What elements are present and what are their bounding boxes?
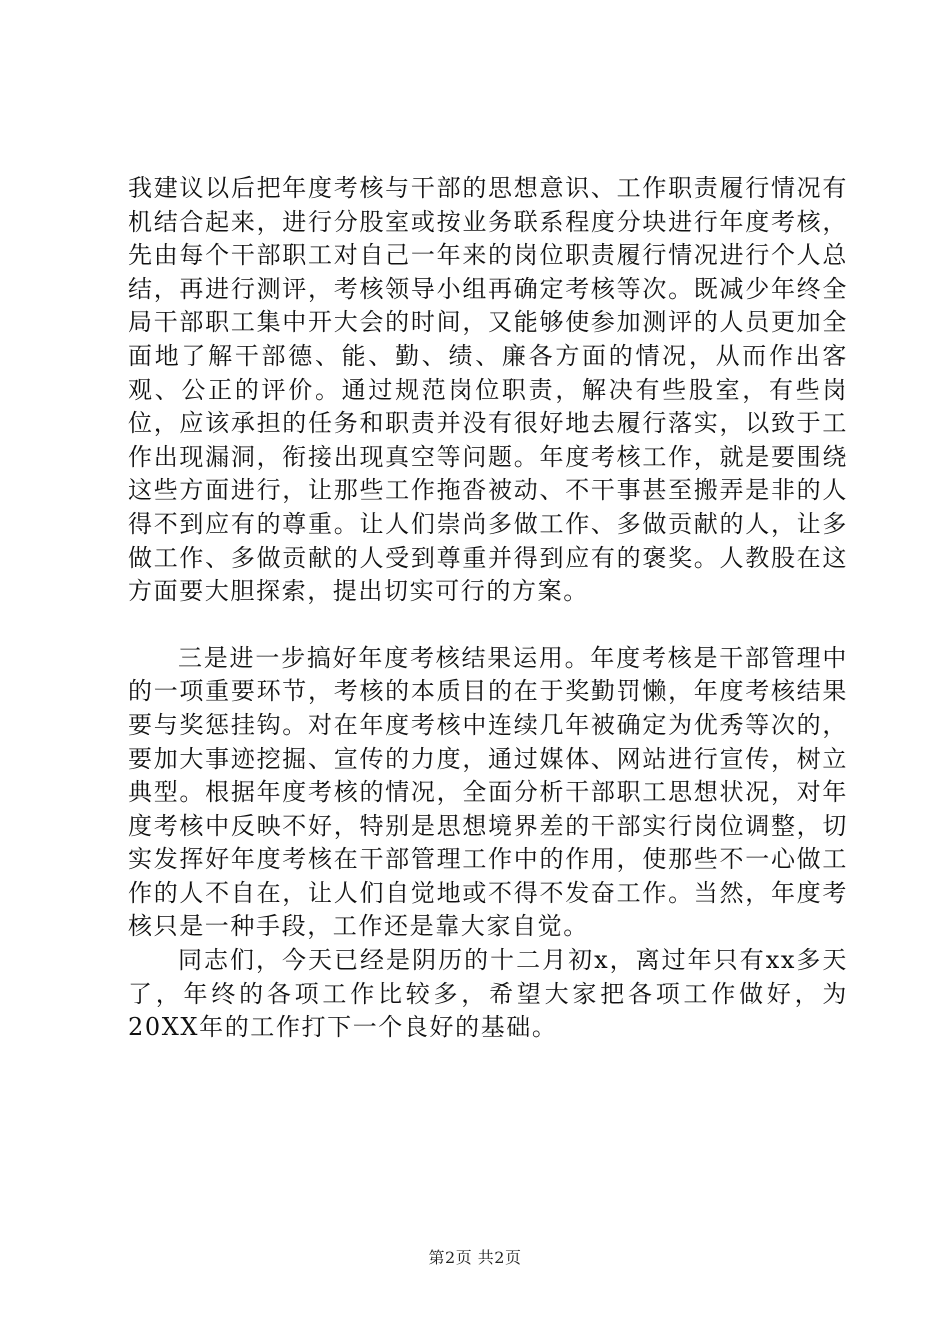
paragraph-1: 我建议以后把年度考核与干部的思想意识、工作职责履行情况有机结合起来，进行分股室或按业务联系程度分块进行年度考核，先由每个干部职工对自己一年来的岗位职责履行情况进行个人总结，再进行测评，考核领导小组再确定考核等次。既减少年终全局干部职工集中开大会的时间，又能够使参加测评的人员更加全面地了解干部德、能、勤、绩、廉各方面的情况，从而作出客观、公正的评价。通过规范岗位职责，解决有些股室，有些岗位，应该承担的任务和职责并没有很好地去履行落实，以致于工作出现漏洞，衔接出现真空等问题。年度考核工作，就是要围绕这些方面进行，让那些工作拖沓被动、不干事甚至搬弄是非的人得不到应有的尊重。让人们崇尚多做工作、多做贡献的人，让多做工作、多做贡献的人受到尊重并得到应有的褒奖。人教股在这方面要大胆探索，提出切实可行的方案。: [128, 174, 848, 606]
page-footer: 第2页 共2页: [428, 1248, 522, 1267]
paragraph-2: 三是进一步搞好年度考核结果运用。年度考核是干部管理中的一项重要环节，考核的本质目的在于奖勤罚懒，年度考核结果要与奖惩挂钩。对在年度考核中连续几年被确定为优秀等次的，要加大事迹挖掘、宣传的力度，通过媒体、网站进行宣传，树立典型。根据年度考核的情况，全面分析干部职工思想状况，对年度考核中反映不好，特别是思想境界差的干部实行岗位调整，切实发挥好年度考核在干部管理工作中的作用，使那些不一心做工作的人不自在，让人们自觉地或不得不发奋工作。当然，年度考核只是一种手段，工作还是靠大家自觉。: [128, 643, 848, 941]
document-body: [128, 172, 848, 1045]
paragraph-3: 同志们，今天已经是阴历的十二月初x，离过年只有xx多天了，年终的各项工作比较多，希望大家把各项工作做好，为20XX年的工作打下一个良好的基础。: [128, 946, 848, 1042]
paragraph-spacer: [128, 609, 848, 642]
